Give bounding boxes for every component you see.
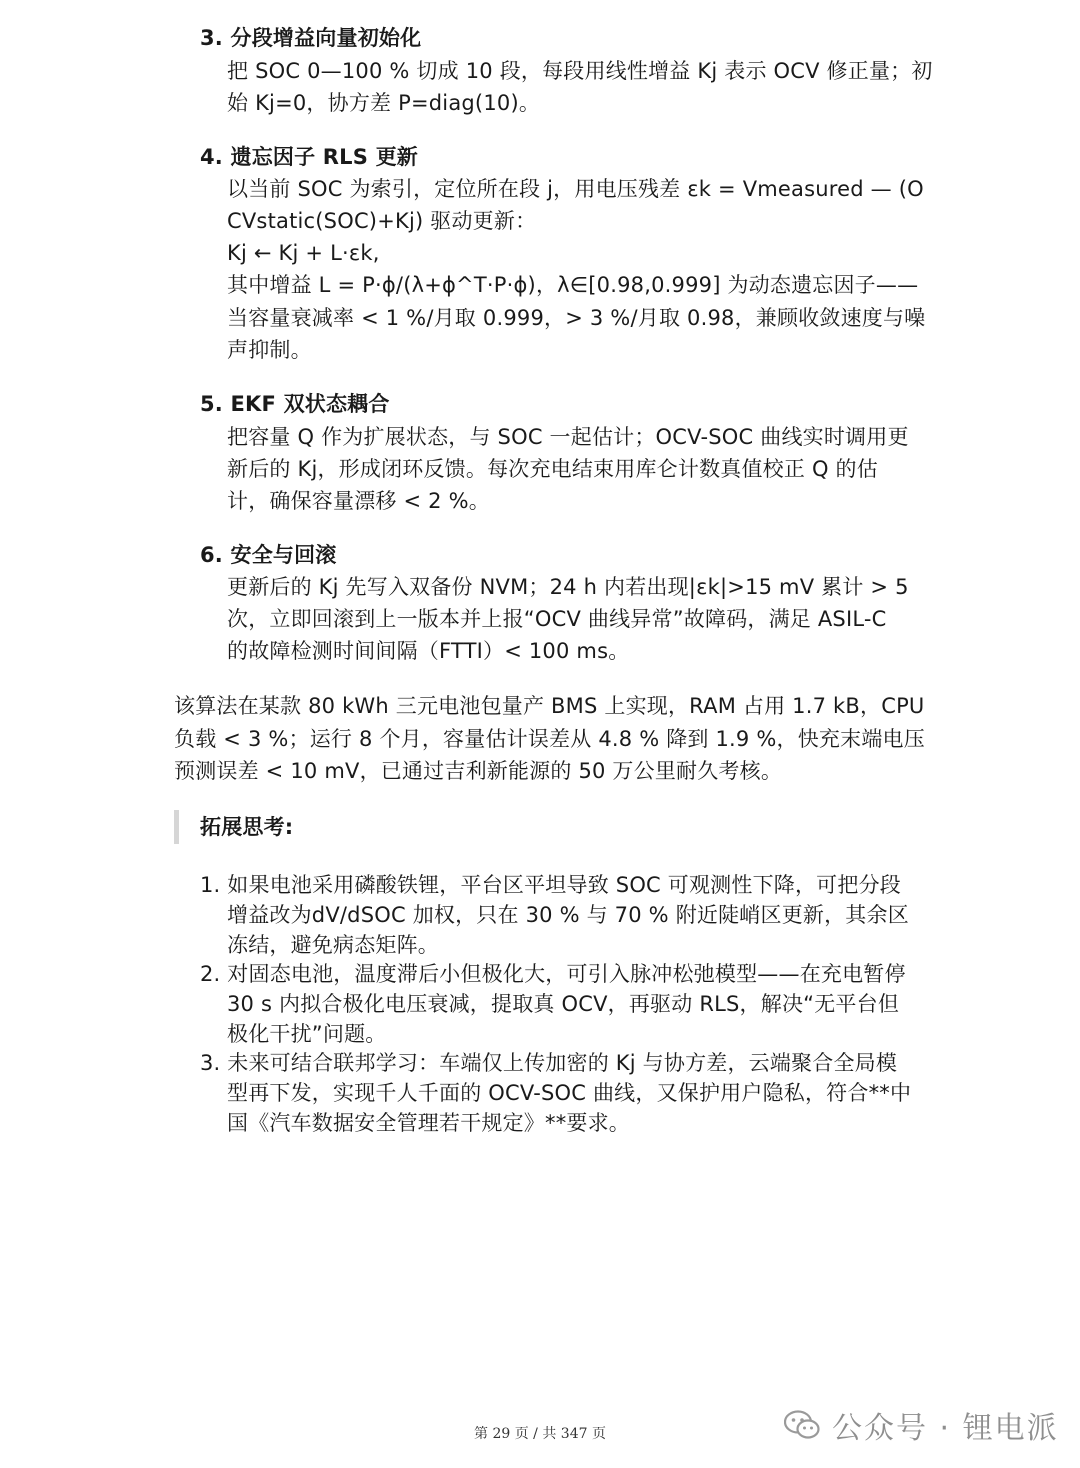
summary-line: 该算法在某款 80 kWh 三元电池包量产 BMS 上实现，RAM 占用 1.7 kB，CPU: [174, 694, 925, 718]
section-line: 始 Kj=0，协方差 P=diag(10)。: [227, 91, 541, 115]
watermark-text: 公众号 · 锂电派: [832, 1411, 1059, 1446]
wechat-icon: [784, 1410, 820, 1440]
extension-item-line: 增益改为dV/dSOC 加权，只在 30 % 与 70 % 附近陡峭区更新，其余区: [227, 903, 909, 927]
section-heading: 6. 安全与回滚: [200, 543, 337, 567]
section-line: 新后的 Kj，形成闭环反馈。每次充电结束用库仑计数真值校正 Q 的估: [227, 457, 878, 481]
section-line: 次，立即回滚到上一版本并上报“OCV 曲线异常”故障码，满足 ASIL-C: [227, 607, 887, 631]
section-line: 声抑制。: [227, 338, 312, 362]
page-number: 第 29 页 / 共 347 页: [474, 1426, 606, 1442]
extension-item-line: 30 s 内拟合极化电压衰减，提取真 OCV，再驱动 RLS，解决“无平台但: [227, 992, 900, 1016]
extension-item-line: 2. 对固态电池，温度滞后小但极化大，可引入脉冲松弛模型——在充电暂停: [200, 962, 906, 986]
extension-item-line: 国《汽车数据安全管理若干规定》**要求。: [227, 1111, 630, 1135]
section-line: 计，确保容量漂移 < 2 %。: [227, 489, 490, 513]
extension-item-line: 1. 如果电池采用磷酸铁锂，平台区平坦导致 SOC 可观测性下降，可把分段: [200, 873, 901, 897]
extension-item-line: 冻结，避免病态矩阵。: [227, 933, 439, 957]
section-line: 以当前 SOC 为索引，定位所在段 j，用电压残差 εk = Vmeasured — (O: [227, 177, 924, 201]
section-heading: 4. 遗忘因子 RLS 更新: [200, 145, 418, 169]
section-line: 的故障检测时间间隔（FTTI）< 100 ms。: [227, 639, 630, 663]
extension-item-line: 型再下发，实现千人千面的 OCV-SOC 曲线，又保护用户隐私，符合**中: [227, 1081, 912, 1105]
section-heading: 3. 分段增益向量初始化: [200, 26, 422, 50]
extension-item-line: 3. 未来可结合联邦学习：车端仅上传加密的 Kj 与协方差，云端聚合全局模: [200, 1051, 898, 1075]
section-line: 把 SOC 0—100 % 切成 10 段，每段用线性增益 Kj 表示 OCV 修正量；初: [227, 59, 933, 83]
extension-item-line: 极化干扰”问题。: [227, 1022, 387, 1046]
section-line: CVstatic(SOC)+Kj) 驱动更新：: [227, 209, 537, 233]
summary-line: 预测误差 < 10 mV，已通过吉利新能源的 50 万公里耐久考核。: [174, 759, 783, 783]
section-heading: 5. EKF 双状态耦合: [200, 392, 390, 416]
section-line: 当容量衰减率 < 1 %/月取 0.999，> 3 %/月取 0.98，兼顾收敛速度与噪: [227, 306, 926, 330]
blockquote-bar: [174, 810, 179, 844]
extension-title: 拓展思考:: [200, 815, 294, 839]
section-line: 更新后的 Kj 先写入双备份 NVM；24 h 内若出现|εk|>15 mV 累计 > 5: [227, 575, 909, 599]
watermark: [784, 1400, 1059, 1450]
summary-line: 负载 < 3 %；运行 8 个月，容量估计误差从 4.8 % 降到 1.9 %，快充末端电压: [174, 727, 925, 751]
section-line: Kj ← Kj + L·εk,: [227, 241, 380, 265]
section-line: 其中增益 L = P·ϕ/(λ+ϕ^T·P·ϕ)，λ∈[0.98,0.999] 为动态遗忘因子——: [227, 273, 919, 297]
section-line: 把容量 Q 作为扩展状态，与 SOC 一起估计；OCV-SOC 曲线实时调用更: [227, 425, 909, 449]
